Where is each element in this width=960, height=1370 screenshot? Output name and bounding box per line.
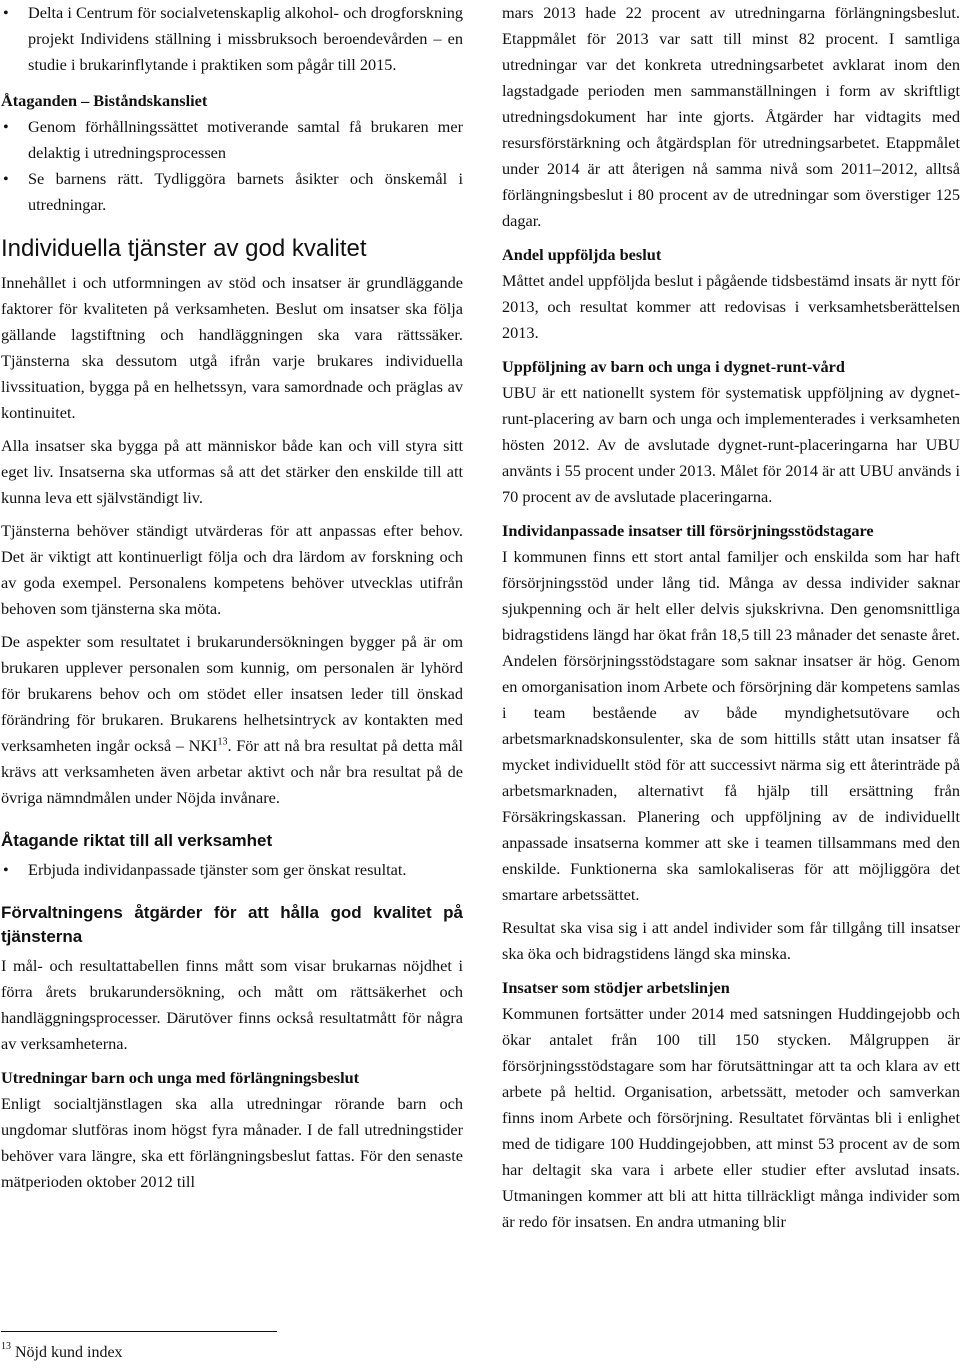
paragraph-ubu: UBU är ett nationellt system för systematisk uppföljning av dygnet-runt-placering av barn och unga och implementerades i verksamheten hösten 2012. Av de avslutade dygnet-runt-placeringarna har UBU använts i 55 procent under 2013. Målet för 2014 är att UBU används i 70 procent av de avslutade placeringarna.: [502, 383, 960, 506]
paragraph-socialtjanstlagen: Enligt socialtjänstlagen ska alla utredningar rörande barn och ungdomar slutföras inom högst fyra månader. I de fall utredningstider behöver vara längre, ska ett förlängningsbeslut fattas. För den senaste mätperioden oktober 2012 till: [1, 1094, 463, 1191]
left-column: [1, 0, 463, 1202]
footnote-divider: [1, 1331, 277, 1332]
footnote-text: Nöjd kund index: [15, 1344, 123, 1361]
paragraph-kommunen-finns: I kommunen finns ett stort antal familjer och enskilda som har haft försörjningsstöd under lång tid. Många av dessa individer saknar sjukpenning och är helt eller delvis sjukskrivna. Den genomsnittliga bidragstidens längd har ökat från 18,5 till 23 månader det senaste året. Andelen försörjningsstödstagare som saknar insatser är hög. Genom en omorganisation inom Arbete och försörjning där kompetens samlas i team bestående av både myndighetsutövare och arbetsmarknadskonsulenter, ska de som hittills stått utan insatser få mycket individuellt stöd för att successivt närma sig ett återinträde på arbetsmarknaden, alternativt få hjälp till ersättning från Försäkringskassan. Planering och uppföljning av de individuellt anpassade insatserna kommer att ske i teamen tillsammans med den enskilde. Funktionerna ska samlokaliseras för att möjliggöra det smartare arbetssättet.: [502, 547, 960, 904]
paragraph-andel-uppfoljda: Måttet andel uppföljda beslut i pågående tidsbestämd insats är nytt för 2013, och resultat kommer att redovisas i verksamhetsberättelsen 2013.: [502, 271, 960, 342]
paragraph-innehallet: Innehållet i och utformningen av stöd och insatser är grundläggande faktorer för kvaliteten på verksamheten. Beslut om insatser ska följa gällande lagstiftning och handläggningen ska vara rättssäker. Tjänsterna ska dessutom utgå ifrån varje brukares individuella livssituation, bygga på en helhetssyn, vara samordnade och präglas av kontinuitet.: [1, 273, 463, 422]
paragraph-aspekter-b: . För att nå bra resultat på detta mål krävs att verksamheten även arbetar aktivt och når bra resultat på de övriga nämndmålen under Nöjda invånare.: [1, 736, 464, 807]
heading-utredningar-barn: Utredningar barn och unga med förlängningsbeslut: [1, 1068, 360, 1087]
paragraph-mal-och-resultat: I mål- och resultattabellen finns mått som visar brukarnas nöjdhet i förra årets brukarundersökning, och mått om rättsäkerhet och handläggningsprocesser. Därutöver finns också resultatmått för några av verksamheterna.: [1, 956, 463, 1053]
paragraph-tjansterna: Tjänsterna behöver ständigt utvärderas för att anpassas efter behov. Det är viktigt att kontinuerligt följa och dra lärdom av forskning och av goda exempel. Personalens kompetens behöver utvecklas utifrån behoven som tjänsterna ska möta.: [1, 521, 463, 618]
paragraph-alla-insatser: Alla insatser ska bygga på att människor både kan och vill styra sitt eget liv. Insatserna ska utformas så att det stärker den enskilde till att kunna leva ett självständigt liv.: [1, 436, 463, 507]
heading-atagande-all-verksamhet: Åtagande riktat till all verksamhet: [1, 831, 273, 850]
bullet-erbjuda: • Erbjuda individanpassade tjänster som ger önskat resultat.: [1, 857, 463, 883]
paragraph-aspekter: [1, 629, 463, 811]
footnote-ref: 13: [217, 736, 228, 748]
bullet-delta: • Delta i Centrum för socialvetenskaplig alkohol- och drogforskning projekt Individens ställning i missbruksoch beroendevården – en studie i brukarinflytande i praktiken som pågår till 2015.: [1, 0, 463, 78]
heading-andel-uppfoljda-beslut: Andel uppföljda beslut: [502, 245, 662, 264]
heading-individuella-tjanster: Individuella tjänster av god kvalitet: [1, 235, 367, 262]
paragraph-aspekter-a: De aspekter som resultatet i brukarundersökningen bygger på är om brukaren upplever personalen som kunnig, om personalen är lyhörd för brukarens behov och om stödet eller insatsen leder till önskad förändring för brukaren. Brukarens helhetsintryck av kontakten med verksamheten ingår också – NKI: [1, 632, 463, 755]
right-column: [502, 0, 960, 1242]
paragraph-resultat: Resultat ska visa sig i att andel individer som får tillgång till insatser ska öka och bidragstidens längd ska minska.: [502, 918, 960, 963]
paragraph-mars-2013: mars 2013 hade 22 procent av utredningarna förlängningsbeslut. Etappmålet för 2013 var satt till minst 82 procent. I samtliga utredningar var det konkreta utredningsarbetet avklarat inom den lagstadgade perioden men sammanställningen i form av skriftligt utredningsdokument har inte gjorts. Åtgärder har vidtagits med resursförstärkning och åtgärdsplan för utredningsarbetet. Etappmålet under 2014 är att återigen nå samma nivå som 2011–2012, alltså förlängningsbeslut i 80 procent av de utredningar som överstiger 125 dagar.: [502, 3, 960, 230]
heading-uppfoljning-barn: Uppföljning av barn och unga i dygnet-runt-vård: [502, 357, 845, 376]
heading-forvaltningens-atgarder: Förvaltningens åtgärder för att hålla god kvalitet på tjänsterna: [1, 903, 463, 946]
paragraph-huddingejobb: Kommunen fortsätter under 2014 med satsningen Huddingejobb och ökar antalet från 100 till 150 stycken. Målgruppen är försörjningsstödstagare som har förutsättningar att ta och klara av ett arbete på heltid. Organisation, arbetssätt, metoder och samverkan finns inom Arbete och försörjning. Resultatet förväntas bli i enlighet med de tidigare 100 Huddingejobben, att minst 53 procent av de som har deltagit ska vara i arbete eller studier efter avslutad insats. Utmaningen kommer att bli att hitta tillräckligt många individer som är redo för insatsen. En andra utmaning blir: [502, 1004, 960, 1231]
heading-ataganden-bistandskansliet: Åtaganden – Biståndskansliet: [1, 91, 208, 110]
footnote-number: 13: [1, 1340, 11, 1352]
bullet-motiverande-samtal: • Genom förhållningssättet motiverande samtal få brukaren mer delaktig i utredningsprocessen: [1, 114, 463, 166]
bullet-barnens-ratt: • Se barnens rätt. Tydliggöra barnets åsikter och önskemål i utredningar.: [1, 166, 463, 218]
footnote: [1, 1340, 123, 1363]
heading-individanpassade-insatser: Individanpassade insatser till försörjningsstödstagare: [502, 521, 874, 540]
heading-insatser-arbetslinjen: Insatser som stödjer arbetslinjen: [502, 978, 730, 997]
